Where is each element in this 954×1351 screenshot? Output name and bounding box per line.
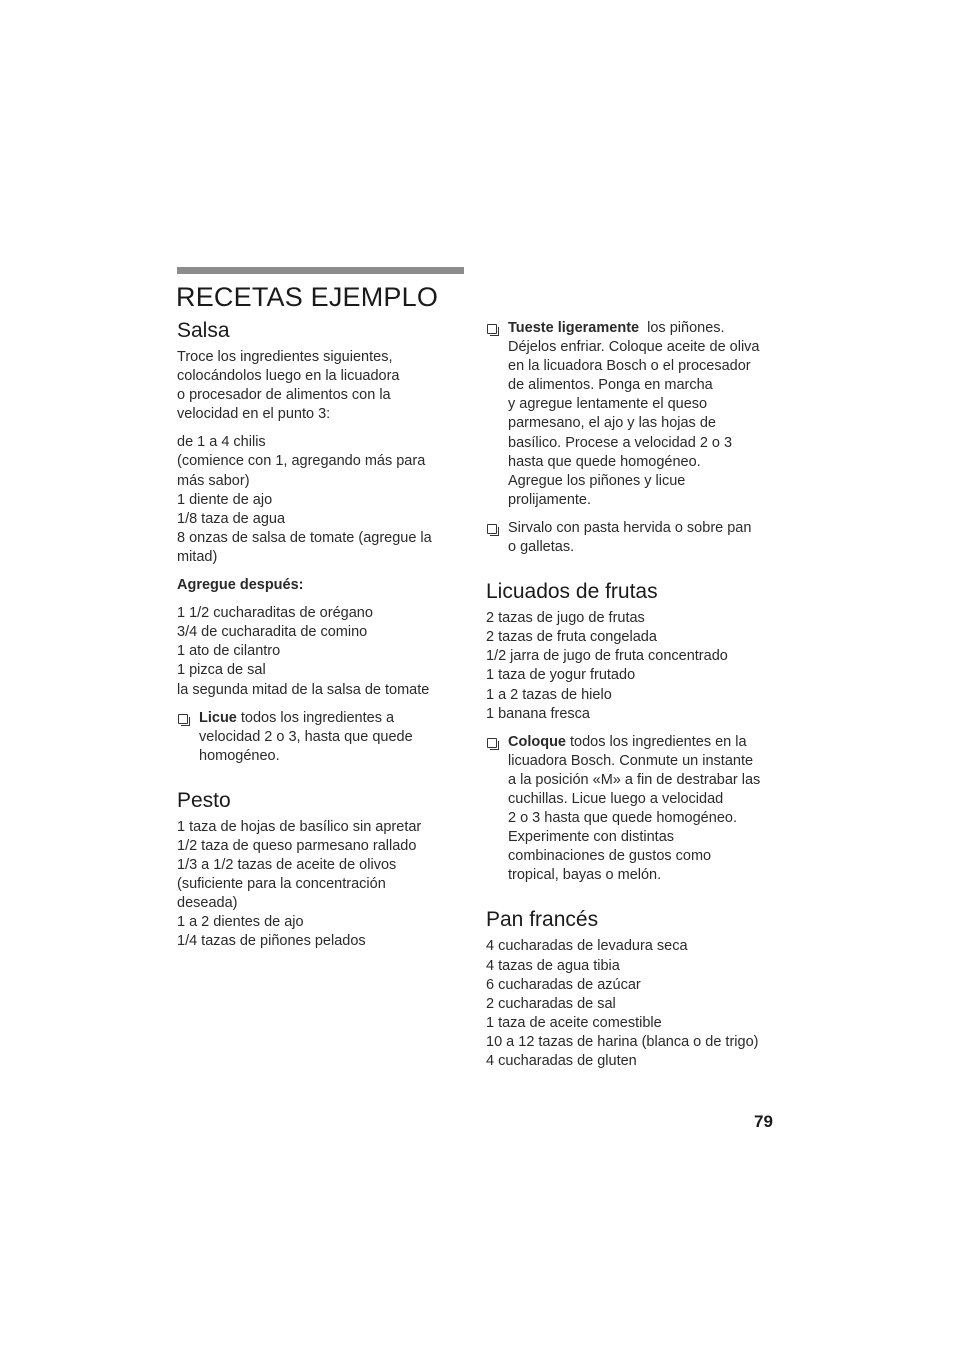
right-column [486, 316, 786, 1071]
checkbox-bullet-icon [487, 738, 497, 748]
step-text: todos los ingredientes a [236, 709, 395, 726]
salsa-step [177, 709, 462, 766]
ingredient-line: 1/2 jarra de jugo de fruta concentrado [486, 648, 728, 665]
step-text: y agregue lentamente el queso [508, 396, 708, 413]
step-text: hasta que quede homogéneo. [508, 453, 701, 470]
step-text: basílico. Procese a velocidad 2 o 3 [508, 434, 733, 451]
step-text: a la posición «M» a fin de destrabar las [508, 771, 761, 788]
salsa-after-ingredients [177, 604, 462, 699]
ingredient-line: 2 tazas de fruta congelada [486, 629, 657, 646]
ingredient-line: 4 cucharadas de levadura seca [486, 938, 688, 955]
ingredient-line: 4 cucharadas de gluten [486, 1053, 637, 1069]
salsa-intro [177, 348, 462, 424]
ingredient-line: 1 taza de aceite comestible [486, 1014, 662, 1031]
ingredient-line: 1 a 2 dientes de ajo [177, 914, 304, 931]
step-text: velocidad 2 o 3, hasta que quede [199, 728, 413, 745]
ingredient-line: 6 cucharadas de azúcar [486, 976, 641, 993]
salsa-intro-line: o procesador de alimentos con la [177, 387, 391, 404]
step-text: licuadora Bosch. Conmute un instante [508, 752, 754, 769]
ingredient-line: 1/8 taza de agua [177, 510, 286, 527]
ingredient-line: 8 onzas de salsa de tomate (agregue la [177, 529, 432, 546]
salsa-intro-line: velocidad en el punto 3: [177, 406, 331, 423]
ingredient-line: 4 tazas de agua tibia [486, 957, 620, 974]
salsa-intro-line: Troce los ingredientes siguientes, [177, 349, 393, 365]
ingredient-line: 3/4 de cucharadita de comino [177, 624, 368, 641]
ingredient-line: 1/3 a 1/2 tazas de aceite de olivos [177, 857, 397, 874]
page-number: 79 [754, 1112, 773, 1131]
ingredient-line: 1 ato de cilantro [177, 643, 281, 660]
checkbox-bullet-icon [487, 524, 497, 534]
salsa-ingredients [177, 433, 462, 567]
ingredient-line: 1 banana fresca [486, 705, 590, 722]
step-text: o galletas. [508, 539, 575, 556]
ingredient-line: 1 pizca de sal [177, 662, 266, 679]
ingredient-line: de 1 a 4 chilis [177, 434, 266, 451]
ingredient-line: deseada) [177, 895, 238, 912]
step-text: Agregue los piñones y licue [508, 472, 686, 489]
step-text: combinaciones de gustos como [508, 848, 712, 865]
pesto-step-serve [486, 519, 786, 557]
step-text: Experimente con distintas [508, 829, 675, 846]
ingredient-line: mitad) [177, 548, 218, 565]
step-text: 2 o 3 hasta que quede homogéneo. [508, 810, 737, 827]
licuados-step [486, 733, 786, 886]
step-text: de alimentos. Ponga en marcha [508, 377, 713, 394]
ingredient-line: más sabor) [177, 472, 250, 489]
pan-ingredients [486, 937, 786, 1071]
left-column [177, 316, 462, 952]
ingredient-line: 1 a 2 tazas de hielo [486, 686, 612, 703]
ingredient-line: 1 diente de ajo [177, 491, 273, 508]
step-text: Sirvalo con pasta hervida o sobre pan [508, 519, 752, 536]
title-rule [177, 267, 464, 274]
salsa-intro-line: colocándolos luego en la licuadora [177, 368, 400, 385]
step-text: cuchillas. Licue luego a velocidad [508, 790, 724, 807]
step-text: parmesano, el ajo y las hojas de [508, 415, 716, 432]
ingredient-line: la segunda mitad de la salsa de tomate [177, 681, 430, 698]
step-bold-verb: Coloque [508, 733, 566, 750]
ingredient-line: (suficiente para la concentración [177, 876, 386, 893]
pan-heading: Pan francés [486, 908, 599, 932]
step-bold-verb: Tueste ligeramente [508, 320, 640, 336]
step-text: homogéneo. [199, 747, 280, 764]
step-text: Déjelos enfriar. Coloque aceite de oliva [508, 339, 760, 356]
checkbox-bullet-icon [487, 324, 497, 334]
step-text: prolijamente. [508, 491, 592, 508]
step-text: tropical, bayas o melón. [508, 867, 662, 884]
page-title: RECETAS EJEMPLO [176, 282, 439, 312]
licuados-ingredients [486, 609, 786, 724]
ingredient-line: 1/4 tazas de piñones pelados [177, 933, 366, 950]
step-text: todos los ingredientes en la [566, 733, 747, 750]
ingredient-line: 2 cucharadas de sal [486, 995, 616, 1012]
licuados-heading: Licuados de frutas [486, 580, 658, 604]
ingredient-line: 1/2 taza de queso parmesano rallado [177, 837, 417, 854]
pesto-step-toast [486, 319, 786, 510]
pesto-ingredients [177, 818, 462, 952]
pesto-heading: Pesto [177, 788, 231, 812]
ingredient-line: 1 1/2 cucharaditas de orégano [177, 605, 373, 622]
step-text: los piñones. [639, 320, 725, 336]
checkbox-bullet-icon [178, 714, 188, 724]
ingredient-line: 2 tazas de jugo de frutas [486, 610, 645, 627]
step-text: en la licuadora Bosch o el procesador [508, 358, 751, 375]
salsa-after-label: Agregue después: [177, 577, 304, 594]
salsa-heading: Salsa [177, 319, 230, 342]
step-bold-verb: Licue [199, 709, 237, 726]
ingredient-line: 1 taza de hojas de basílico sin apretar [177, 818, 422, 835]
ingredient-line: 10 a 12 tazas de harina (blanca o de trigo) [486, 1033, 759, 1050]
ingredient-line: 1 taza de yogur frutado [486, 667, 636, 684]
ingredient-line: (comience con 1, agregando más para [177, 453, 426, 470]
